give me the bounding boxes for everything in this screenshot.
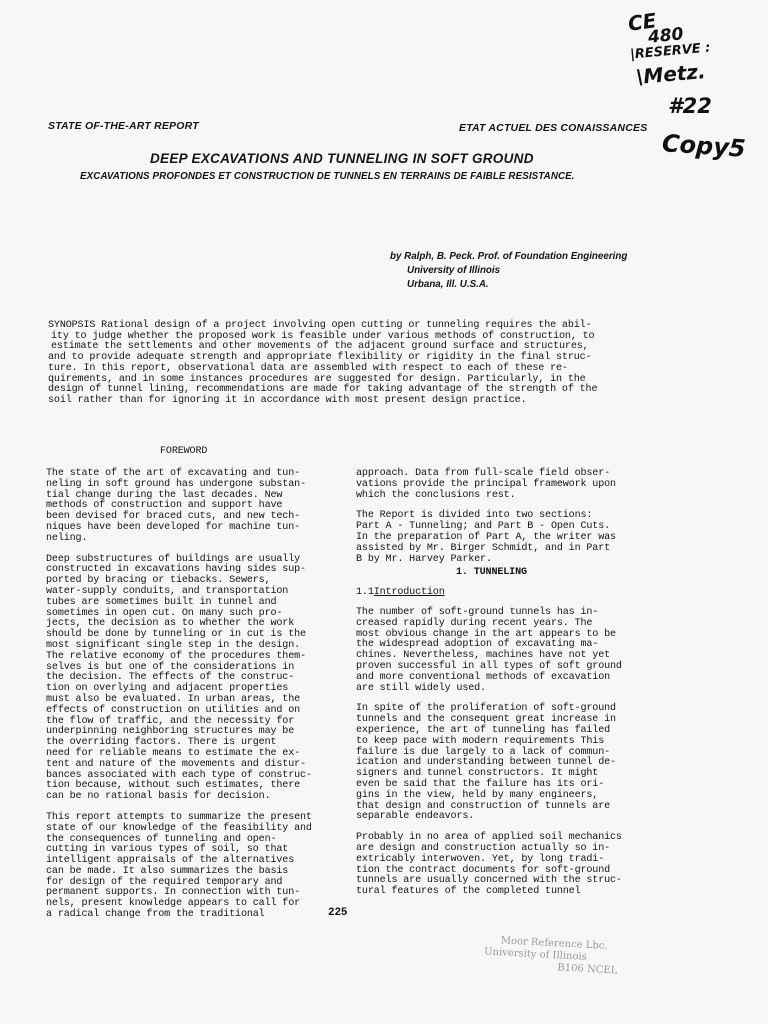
text-line: tion on overlying and adjacent properties: [46, 683, 289, 695]
text-line: ported by bracing or tiebacks. Sewers,: [46, 575, 271, 587]
text-line: creased rapidly during recent years. The: [356, 617, 593, 629]
text-line: neling.: [46, 532, 88, 544]
text-line: and more conventional methods of excavation: [356, 671, 611, 683]
header-right: ETAT ACTUEL DES CONAISSANCES: [459, 122, 648, 134]
foreword-paragraph-3: [46, 813, 314, 921]
header-left: STATE OF-THE-ART REPORT: [48, 120, 199, 132]
stamp-line: B106 NCEL: [557, 962, 618, 977]
text-line: The number of soft-ground tunnels has in-: [356, 606, 599, 618]
stamp-line: University of Illinois: [483, 946, 588, 963]
text-line: cutting in various types of soil, so that: [46, 844, 289, 856]
synopsis-line: estimate the settlements and other movements of the adjacent ground surface and structures,: [51, 341, 589, 353]
text-line: are still widely used.: [356, 682, 486, 694]
text-line: constructed in excavations having sides sup-: [46, 564, 306, 576]
text-line: intelligent appraisals of the alternatives: [46, 855, 295, 867]
handwritten-issue: #22: [668, 94, 712, 118]
reserve-label: RESERVE: [634, 41, 702, 63]
text-line: experience, the art of tunneling has failed: [356, 724, 611, 736]
intro-paragraph-3: [356, 833, 646, 898]
text-line: tial change during the last decades. New: [46, 489, 283, 501]
synopsis-line: quirements, and in some instances procedures are suggested for design. Particularly, in the: [48, 373, 586, 385]
text-line: a radical change from the traditional: [46, 909, 265, 921]
text-line: Probably in no area of applied soil mechanics: [356, 832, 622, 844]
text-line: jects, the decision as to whether the work: [46, 618, 295, 630]
text-line: The state of the art of excavating and tun-: [46, 468, 301, 479]
right-column: [356, 469, 646, 908]
text-line: which the conclusions rest.: [356, 489, 516, 501]
text-line: tunnels are usually concerned with the struc-: [356, 875, 622, 887]
foreword-paragraph-1: [46, 469, 314, 545]
text-line: permanent supports. In connection with tun-: [46, 887, 301, 899]
text-line: niques have been developed for machine tun-: [46, 521, 301, 533]
text-line: assisted by Mr. Birger Schmidt, and in Part: [356, 542, 611, 554]
text-line: extricably interwoven. Yet, by long tradi-: [356, 853, 605, 865]
text-line: the widespread adoption of excavating ma-: [356, 639, 599, 651]
synopsis-line: SYNOPSIS Rational design of a project involving open cutting or tunneling requires the abil-: [48, 320, 592, 331]
synopsis-line: ity to judge whether the proposed work is feasible under various methods of construction, to: [51, 330, 595, 342]
synopsis: [48, 321, 648, 407]
text-line: signers and tunnel constructors. It might: [356, 768, 599, 780]
handwritten-copy: Copy5: [661, 129, 747, 163]
text-line: most significant single step in the design.: [46, 639, 301, 651]
text-line: sometimes in open cut. On many such pro-: [46, 607, 283, 619]
text-line: can be made. It also summarizes the basis: [46, 865, 289, 877]
text-line: B by Mr. Harvey Parker.: [356, 553, 492, 565]
name-label: Metz: [642, 59, 699, 89]
foreword-paragraph-5: [356, 511, 646, 565]
text-line: must also be evaluated. In urban areas, the: [46, 693, 301, 705]
text-line: Part A - Tunneling; and Part B - Open Cuts.: [356, 521, 611, 533]
text-line: selves is but one of the considerations in: [46, 661, 295, 673]
text-line: the overriding factors. There is urgent: [46, 737, 277, 749]
byline-author: by Ralph, B. Peck. Prof. of Foundation Engineering: [390, 251, 628, 262]
text-line: should be done by tunneling or in cut is the: [46, 629, 306, 641]
text-line: gins in the view, held by many engineers,: [356, 789, 599, 801]
text-line: neling in soft ground has undergone substan-: [46, 478, 306, 490]
text-line: tion because, without such estimates, there: [46, 780, 301, 792]
handwritten-reserve: |RESERVE :: [629, 40, 712, 63]
text-line: the consequences of tunneling and open-: [46, 833, 277, 845]
synopsis-line: soil rather than for ignoring it in accordance with most present design practice.: [48, 394, 527, 406]
text-line: The relative economy of the procedures them-: [46, 650, 306, 662]
synopsis-line: ture. In this report, observational data are assembled with respect to each of these re-: [48, 362, 568, 374]
text-line: tion the contract documents for soft-ground: [356, 864, 611, 876]
text-line: need for reliable means to estimate the ex-: [46, 747, 301, 759]
text-line: In the preparation of Part A, the writer was: [356, 531, 616, 543]
text-line: even be said that the failure has its ori-: [356, 778, 605, 790]
text-line: nels, present knowledge appears to call for: [46, 898, 301, 910]
text-line: to keep pace with modern requirements This: [356, 735, 605, 747]
handwritten-ce: CE: [626, 8, 658, 36]
library-stamp: [483, 935, 619, 978]
text-line: This report attempts to summarize the present: [46, 811, 312, 823]
text-line: been devised for braced cuts, and new tech-: [46, 511, 301, 523]
text-line: water-supply conduits, and transportation: [46, 585, 289, 597]
text-line: chines. Nevertheless, machines have not yet: [356, 650, 611, 662]
text-line: most obvious change in the art appears to be: [356, 628, 616, 640]
text-line: tunnels and the consequent great increase in: [356, 714, 616, 726]
text-line: are design and construction actually so in-: [356, 842, 611, 854]
text-line: failure is due largely to a lack of commun-: [356, 746, 611, 758]
text-line: separable endeavors.: [356, 811, 475, 823]
text-line: underpinning neighboring structures may be: [46, 726, 295, 738]
text-line: The Report is divided into two sections:: [356, 510, 593, 522]
intro-paragraph-1: [356, 608, 646, 694]
foreword-paragraph-4: [356, 469, 646, 501]
text-line: approach. Data from full-scale field obser-: [356, 468, 611, 479]
text-line: the decision. The effects of the construc-: [46, 672, 295, 684]
paper-title: DEEP EXCAVATIONS AND TUNNELING IN SOFT GROUND: [150, 151, 534, 166]
stamp-line: Moor Reference Lbc.: [500, 935, 608, 952]
paper-subtitle: EXCAVATIONS PROFONDES ET CONSTRUCTION DE TUNNELS EN TERRAINS DE FAIBLE RESISTANCE.: [80, 171, 575, 182]
text-line: the flow of traffic, and the necessity for: [46, 715, 295, 727]
subsection-title: Introduction: [373, 587, 445, 599]
byline-location: Urbana, Ill. U.S.A.: [407, 279, 489, 290]
handwritten-name: \Metz.: [635, 59, 707, 89]
text-line: bances associated with each type of construc-: [46, 769, 312, 781]
text-line: vations provide the principal framework upon: [356, 478, 616, 490]
handwritten-course-number: 480: [647, 24, 685, 48]
byline-institution: University of Illinois: [407, 265, 501, 276]
text-line: tural features of the completed tunnel: [356, 886, 581, 898]
text-line: for design of the required temporary and: [46, 876, 283, 888]
foreword-paragraph-2: [46, 555, 314, 803]
text-line: effects of construction on utilities and on: [46, 704, 301, 716]
text-line: that design and construction of tunnels are: [356, 800, 611, 812]
text-line: tubes are sometimes built in tunnel and: [46, 596, 277, 608]
text-line: ication and understanding between tunnel de-: [356, 757, 616, 769]
synopsis-line: and to provide adequate strength and appropriate flexibility or rigidity in the final struc-: [48, 352, 592, 364]
text-line: methods of construction and support have: [46, 500, 283, 512]
subsection-number: 1.1: [356, 587, 374, 599]
intro-paragraph-2: [356, 704, 646, 823]
text-line: In spite of the proliferation of soft-ground: [356, 703, 616, 715]
text-line: tent and nature of the movements and distur-: [46, 758, 306, 770]
page-number: 225: [328, 907, 348, 919]
text-line: state of our knowledge of the feasibility and: [46, 822, 312, 834]
synopsis-line: design of tunnel lining, recommendations are made for taking advantage of the strength of the: [48, 384, 598, 396]
section-heading: 1. TUNNELING: [456, 567, 527, 579]
foreword-heading: FOREWORD: [160, 446, 208, 457]
left-column: [46, 469, 314, 931]
text-line: proven successful in all types of soft ground: [356, 660, 622, 672]
text-line: can be no rational basis for decision.: [46, 791, 271, 803]
text-line: Deep substructures of buildings are usually: [46, 553, 301, 565]
subsection-heading: [356, 588, 646, 599]
byline: [390, 250, 627, 292]
